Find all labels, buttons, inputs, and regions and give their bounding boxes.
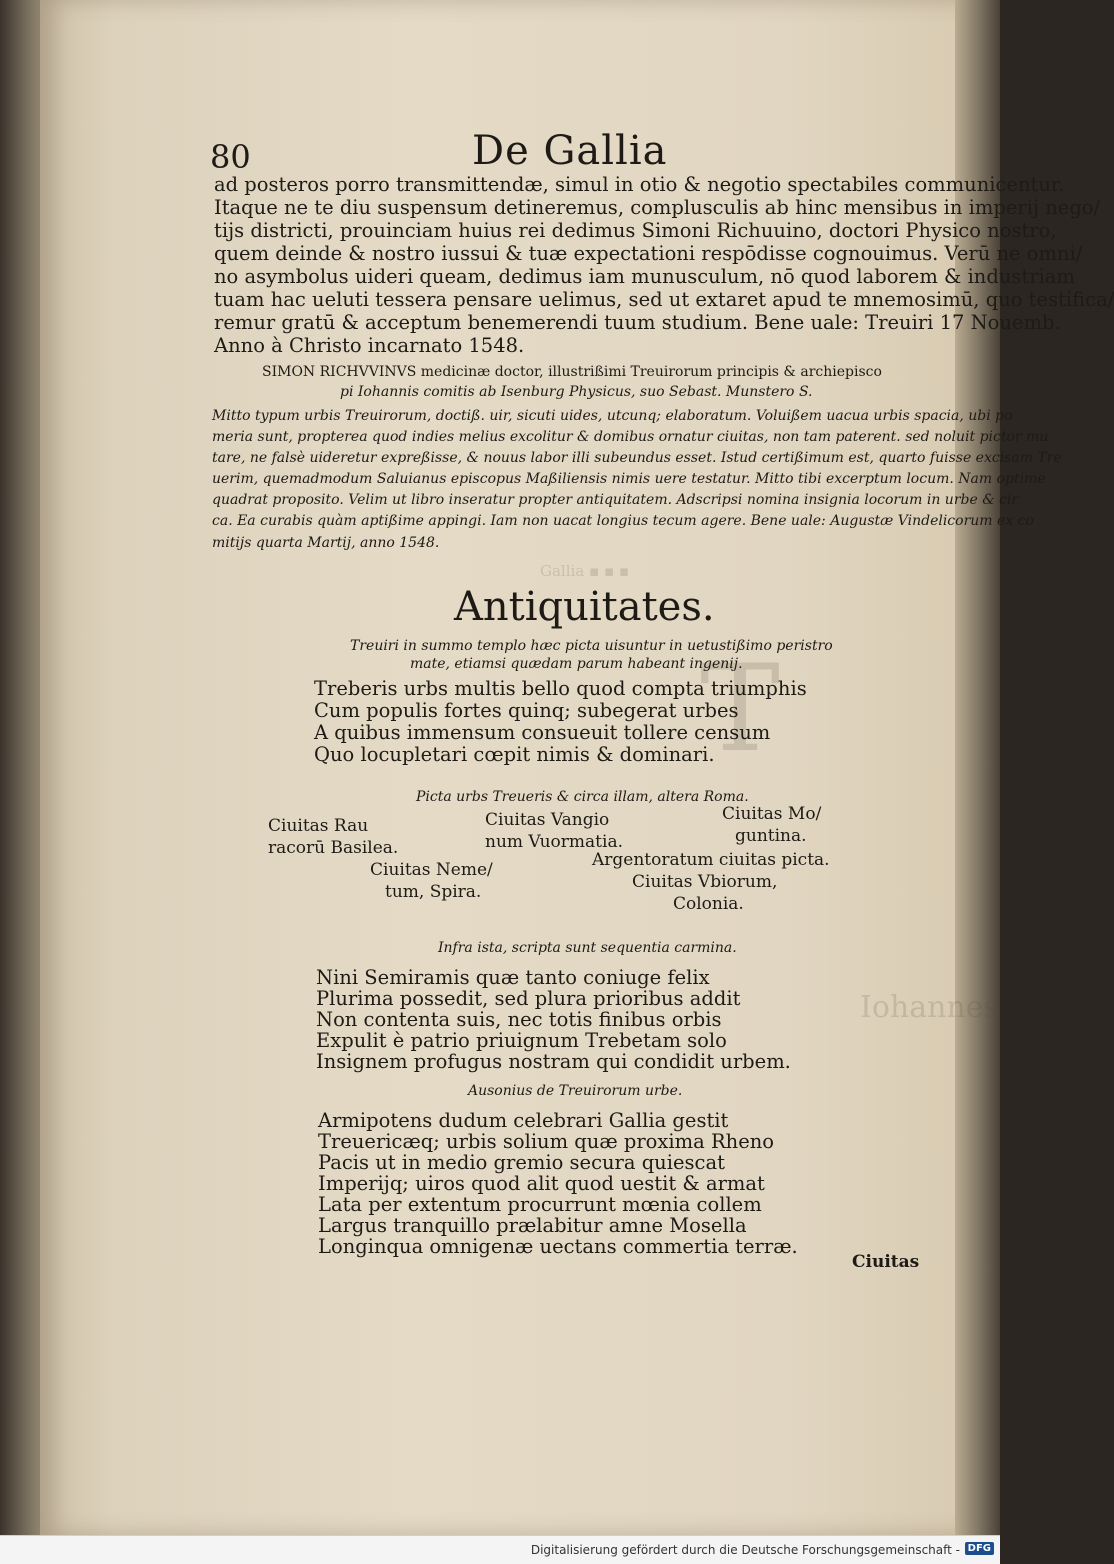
dfg-logo: DFG bbox=[965, 1542, 994, 1555]
body-line: Itaque ne te diu suspensum detineremus, complusculis ab hinc mensibus in imperij nego/ bbox=[214, 196, 1101, 219]
map-label-vangio: num Vuormatia. bbox=[485, 832, 623, 852]
verse-line: Expulit è patrio priuignum Trebetam solo bbox=[316, 1029, 727, 1052]
verse-line: Plurima possedit, sed plura prioribus addit bbox=[316, 987, 741, 1010]
body-line: Anno à Christo incarnato 1548. bbox=[214, 334, 525, 357]
letter-line: quadrat proposito. Velim ut libro inseratur propter antiquitatem. Adscripsi nomina insignia locorum in urbe & cir bbox=[212, 492, 1019, 508]
verse-line: Largus tranquillo prælabitur amne Mosella bbox=[318, 1214, 747, 1237]
map-label-moguntina: guntina. bbox=[735, 826, 807, 846]
body-line: remur gratū & acceptum benemerendi tuum studium. Bene uale: Treuiri 17 Nouemb. bbox=[214, 311, 1061, 334]
bleed-through-initial: T bbox=[700, 640, 781, 779]
bleed-through-text: Iohannes bbox=[860, 990, 999, 1025]
running-head: De Gallia bbox=[472, 128, 668, 174]
verse-line: Insignem profugus nostram qui condidit urbem. bbox=[316, 1050, 791, 1073]
verse-line: Imperijq; uiros quod alit quod uestit & armat bbox=[318, 1172, 765, 1195]
map-label-rauracorum: racorū Basilea. bbox=[268, 838, 399, 858]
verse-line: Treuericæq; urbis solium quæ proxima Rheno bbox=[318, 1130, 775, 1153]
map-label-colonia: Colonia. bbox=[673, 894, 744, 914]
page-number: 80 bbox=[210, 138, 251, 176]
letter-line: Mitto typum urbis Treuirorum, doctiß. uir, sicuti uides, utcunq; elaboratum. Voluißem uacua urbis spacia, ubi po bbox=[212, 408, 1013, 424]
section-intro: mate, etiamsi quædam parum habeant ingenij. bbox=[410, 656, 743, 672]
verse-caption: Infra ista, scripta sunt sequentia carmina. bbox=[438, 940, 737, 956]
verse-line: Nini Semiramis quæ tanto coniuge felix bbox=[316, 966, 710, 989]
section-intro: Treuiri in summo templo hæc picta uisuntur in uetustißimo peristro bbox=[350, 638, 833, 654]
map-label-vangio: Ciuitas Vangio bbox=[485, 810, 610, 830]
letter-salutation: pi Iohannis comitis ab Isenburg Physicus, suo Sebast. Munstero S. bbox=[340, 384, 813, 400]
verse-line: A quibus immensum consueuit tollere censum bbox=[314, 721, 771, 744]
letter-line: mitijs quarta Martij, anno 1548. bbox=[212, 535, 440, 551]
map-label-nemetum: tum, Spira. bbox=[385, 882, 482, 902]
body-line: tuam hac ueluti tessera pensare uelimus, sed ut extaret apud te mnemosimū, quo testifica/ bbox=[214, 288, 1114, 311]
letter-line: meria sunt, propterea quod indies melius excolitur & domibus ornatur ciuitas, non tam paterent. sed noluit pictor mu bbox=[212, 429, 1049, 445]
verse-line: Pacis ut in medio gremio secura quiescat bbox=[318, 1151, 725, 1174]
map-label-moguntina: Ciuitas Mo/ bbox=[722, 804, 822, 824]
verse-line: Lata per extentum procurrunt mœnia collem bbox=[318, 1193, 762, 1216]
map-label-nemetum: Ciuitas Neme/ bbox=[370, 860, 493, 880]
picture-caption: Picta urbs Treueris & circa illam, altera Roma. bbox=[416, 789, 749, 805]
verse-line: Armipotens dudum celebrari Gallia gestit bbox=[318, 1109, 729, 1132]
letter-line: uerim, quemadmodum Saluianus episcopus Maßiliensis nimis uere testatur. Mitto tibi excerptum locum. Nam optime bbox=[212, 471, 1046, 487]
verse-caption: Ausonius de Treuirorum urbe. bbox=[468, 1083, 683, 1099]
body-line: no asymbolus uideri queam, dedimus iam munusculum, nō quod laborem & industriam bbox=[214, 265, 1075, 288]
letter-line: ca. Ea curabis quàm aptißime appingi. Iam non uacat longius tecum agere. Bene uale: Augustæ Vindelicorum ex co bbox=[212, 513, 1034, 529]
verse-line: Quo locupletari cœpit nimis & dominari. bbox=[314, 743, 715, 766]
letter-line: tare, ne falsè uideretur expreßisse, & nouus labor illi subeundus esset. Istud certißimum est, quarto fuisse excisam Tre bbox=[212, 450, 1062, 466]
catchword: Ciuitas bbox=[852, 1252, 920, 1272]
map-label-argentoratum: Argentoratum ciuitas picta. bbox=[592, 850, 830, 870]
verse-line: Non contenta suis, nec totis finibus orbis bbox=[316, 1008, 722, 1031]
body-line: quem deinde & nostro iussui & tuæ expectationi respōdisse cognouimus. Verū ne omni/ bbox=[214, 242, 1083, 265]
verse-line: Treberis urbs multis bello quod compta triumphis bbox=[314, 677, 807, 700]
map-label-colonia: Ciuitas Vbiorum, bbox=[632, 872, 778, 892]
bleed-through-text: Gallia ▪ ▪ ▪ bbox=[540, 562, 630, 580]
map-label-rauracorum: Ciuitas Rau bbox=[268, 816, 369, 836]
body-line: tijs districti, prouinciam huius rei dedimus Simoni Richuuino, doctori Physico nostro, bbox=[214, 219, 1057, 242]
digitization-footer bbox=[0, 1535, 1000, 1564]
verse-line: Cum populis fortes quinq; subegerat urbes bbox=[314, 699, 739, 722]
body-line: ad posteros porro transmittendæ, simul in otio & negotio spectabiles communicentur. bbox=[214, 173, 1065, 196]
section-title: Antiquitates. bbox=[454, 584, 715, 630]
footer-credit: Digitalisierung gefördert durch die Deutsche Forschungsgemeinschaft - bbox=[530, 1543, 960, 1557]
letter-salutation: SIMON RICHVVINVS medicinæ doctor, illustrißimi Treuirorum principis & archiepisco bbox=[262, 364, 882, 380]
verse-line: Longinqua omnigenæ uectans commertia terræ. bbox=[318, 1235, 798, 1258]
